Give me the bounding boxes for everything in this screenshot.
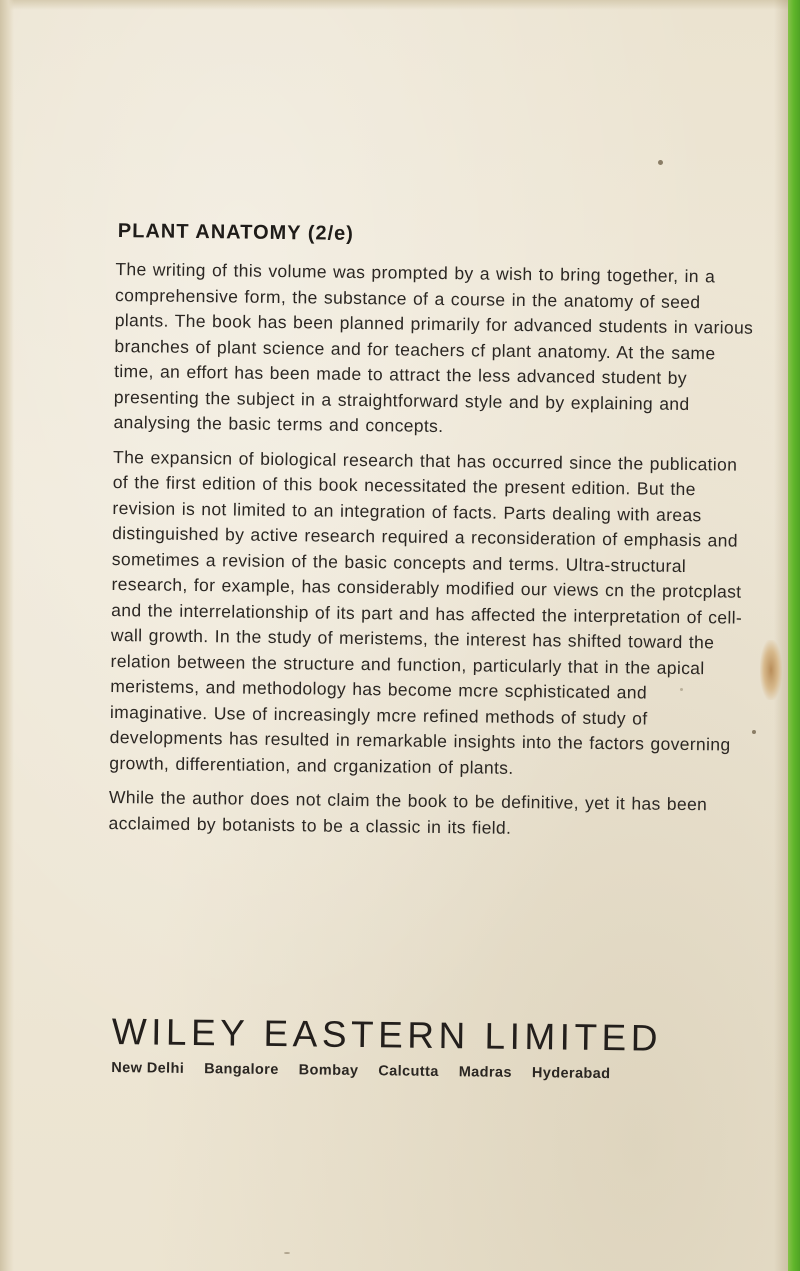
paper-speck [284, 1252, 290, 1254]
blurb-paragraph: The writing of this volume was prompted by a wish to bring together, in a comprehensive form, the substance of a course in the anatomy of seed plants. The book has been planned primarily for advanced students in various branches of plant science and for teachers cf plant anatomy. At the same time, an effort has been made to attract the less advanced student by presenting the subject in a straightforward style and by explaining and analysing the basic terms and concepts. [113, 258, 754, 437]
cover-left-edge [0, 0, 14, 1271]
paper-speck [658, 160, 663, 165]
city-hyderabad: Hyderabad [531, 1065, 611, 1083]
spine-shadow [774, 0, 788, 1271]
book-title: PLANT ANATOMY (2/e) [117, 220, 355, 245]
blurb-paragraph: While the author does not claim the book to be definitive, yet it has been acclaimed by botanists to be a classic in its field. [108, 786, 708, 838]
city-calcutta: Calcutta [378, 1063, 439, 1080]
blurb-paragraph: The expansicn of biological research that has occurred since the publication of the first edition of this book necessitated the present edition. But the revision is not limited to an integration of facts. Parts dealing with areas distinguished by active research required a reconsideration of emphasis and sometimes a revision of the basic concepts and terms. Ultra-structural research, for example, has considerably modified our views cn the protcplast and the interrelationship of its part and has affected the interpretation of cell-wall growth. In the study of meristems, the interest has shifted toward the relation between the structure and function, particularly that in the apical meristems, and methodology has become mcre scphisticated and imaginative. Use of increasingly mcre refined methods of study of developments has resulted in remarkable insights into the factors governing growth, differentiation, and crganization of plants. [109, 446, 743, 778]
cover-top-edge [0, 0, 800, 10]
publisher-name: WILEY EASTERN LIMITED [111, 1011, 663, 1059]
city-new-delhi: New Delhi [111, 1059, 185, 1077]
publisher-block [111, 1012, 732, 1084]
city-bombay: Bombay [298, 1062, 359, 1080]
paper-speck [752, 730, 756, 734]
green-spine-strip [788, 0, 800, 1271]
blurb-section [108, 220, 756, 853]
cover-tear-mark [760, 640, 782, 700]
publisher-cities [111, 1060, 731, 1084]
city-bangalore: Bangalore [204, 1061, 279, 1079]
city-madras: Madras [458, 1064, 513, 1081]
